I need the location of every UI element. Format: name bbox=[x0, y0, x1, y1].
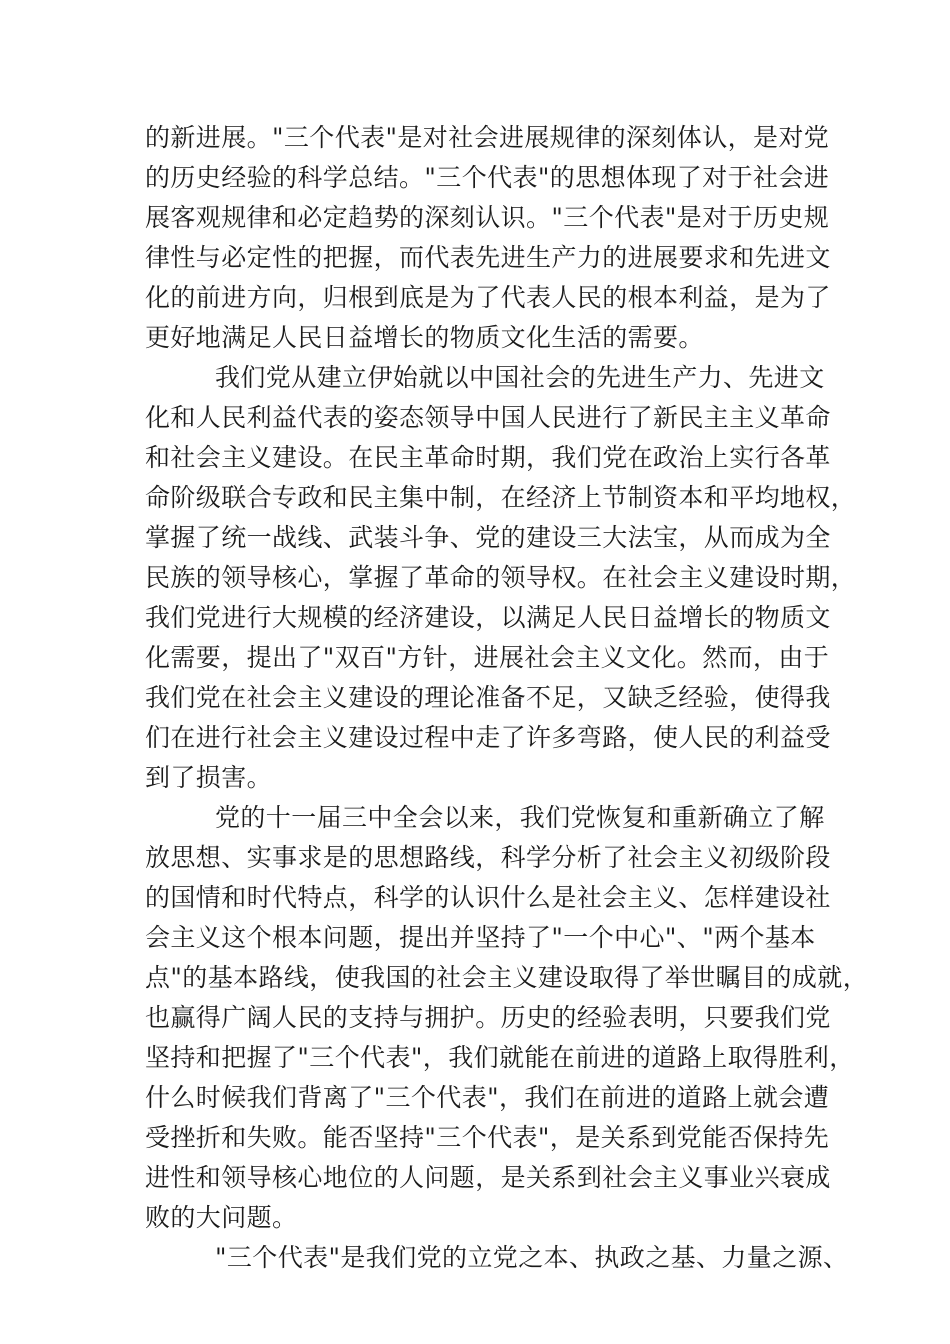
text-line: 化和人民利益代表的姿态领导中国人民进行了新民主主义革命 bbox=[145, 403, 831, 432]
text-line: 点"的基本路线，使我国的社会主义建设取得了举世瞩目的成就， bbox=[145, 963, 869, 992]
text-line: 什么时候我们背离了"三个代表"，我们在前进的道路上就会遭 bbox=[145, 1083, 830, 1112]
paragraph-first-line: "三个代表"是我们党的立党之本、执政之基、力量之源、 bbox=[215, 1243, 849, 1272]
text-line: 命阶级联合专政和民主集中制，在经济上节制资本和平均地权， bbox=[145, 483, 857, 512]
text-line: 律性与必定性的把握，而代表先进生产力的进展要求和先进文 bbox=[145, 243, 831, 272]
text-line: 的国情和时代特点，科学的认识什么是社会主义、怎样建设社 bbox=[145, 883, 831, 912]
text-line: 的新进展。"三个代表"是对社会进展规律的深刻体认，是对党 bbox=[145, 123, 830, 152]
text-line: 的历史经验的科学总结。"三个代表"的思想体现了对于社会进 bbox=[145, 163, 830, 192]
text-line: 化的前进方向，归根到底是为了代表人民的根本利益，是为了 bbox=[145, 283, 831, 312]
text-line: 败的大问题。 bbox=[145, 1203, 298, 1232]
text-line: 和社会主义建设。在民主革命时期，我们党在政治上实行各革 bbox=[145, 443, 831, 472]
text-line: 我们党进行大规模的经济建设，以满足人民日益增长的物质文 bbox=[145, 603, 831, 632]
paragraph-first-line: 我们党从建立伊始就以中国社会的先进生产力、先进文 bbox=[215, 363, 825, 392]
text-line: 会主义这个根本问题，提出并坚持了"一个中心"、"两个基本 bbox=[145, 923, 816, 952]
text-line: 民族的领导核心，掌握了革命的领导权。在社会主义建设时期， bbox=[145, 563, 857, 592]
text-line: 放思想、实事求是的思想路线，科学分析了社会主义初级阶段 bbox=[145, 843, 831, 872]
text-line: 掌握了统一战线、武装斗争、党的建设三大法宝，从而成为全 bbox=[145, 523, 831, 552]
text-line: 展客观规律和必定趋势的深刻认识。"三个代表"是对于历史规 bbox=[145, 203, 830, 232]
text-line: 们在进行社会主义建设过程中走了许多弯路，使人民的利益受 bbox=[145, 723, 831, 752]
text-line: 我们党在社会主义建设的理论准备不足，又缺乏经验，使得我 bbox=[145, 683, 831, 712]
text-line: 到了损害。 bbox=[145, 763, 273, 792]
text-line: 化需要，提出了"双百"方针，进展社会主义文化。然而，由于 bbox=[145, 643, 830, 672]
text-line: 更好地满足人民日益增长的物质文化生活的需要。 bbox=[145, 323, 704, 352]
text-line: 进性和领导核心地位的人问题，是关系到社会主义事业兴衰成 bbox=[145, 1163, 831, 1192]
text-line: 也赢得广阔人民的支持与拥护。历史的经验表明，只要我们党 bbox=[145, 1003, 831, 1032]
text-line: 坚持和把握了"三个代表"，我们就能在前进的道路上取得胜利， bbox=[145, 1043, 855, 1072]
text-line: 受挫折和失败。能否坚持"三个代表"，是关系到党能否保持先 bbox=[145, 1123, 830, 1152]
paragraph-first-line: 党的十一届三中全会以来，我们党恢复和重新确立了解 bbox=[215, 803, 825, 832]
